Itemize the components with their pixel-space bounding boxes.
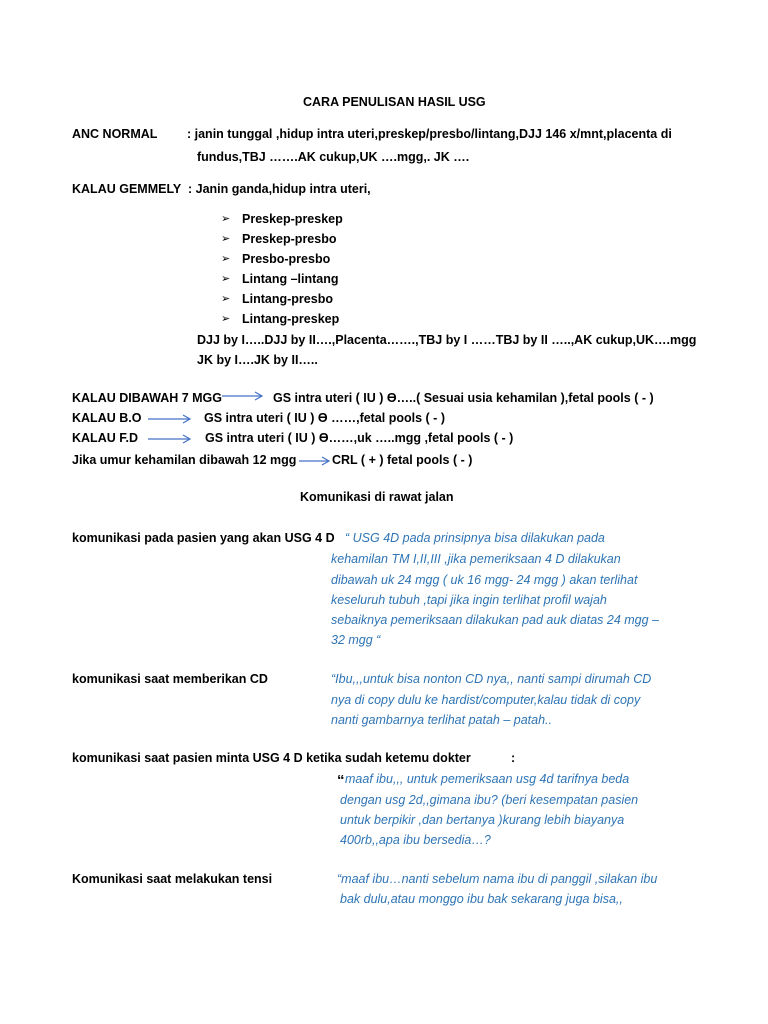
dibawah-7-label: KALAU DIBAWAH 7 MGG xyxy=(72,391,222,405)
anc-normal-line-2: fundus,TBJ …….AK cukup,UK ….mgg,. JK …. xyxy=(197,150,470,164)
quote-line: keseluruh tubuh ,tapi jika ingin terlihat profil wajah xyxy=(331,593,607,607)
jika-text: CRL ( + ) fetal pools ( - ) xyxy=(332,453,473,467)
quote-line: nya di copy dulu ke hardist/computer,kalau tidak di copy xyxy=(331,693,641,707)
right-arrow-icon xyxy=(298,455,332,467)
fd-label: KALAU F.D xyxy=(72,431,138,445)
right-arrow-icon xyxy=(221,390,265,402)
list-item: Lintang-preskep xyxy=(242,312,340,326)
komunikasi-tensi-label: Komunikasi saat melakukan tensi xyxy=(72,872,273,886)
right-arrow-icon xyxy=(147,433,193,445)
quote-line: bak dulu,atau monggo ibu bak sekarang juga bisa,, xyxy=(340,892,623,906)
arrowhead-bullet-icon: ➢ xyxy=(221,253,231,265)
quote-line: dengan usg 2d,,gimana ibu? (beri kesempatan pasien xyxy=(340,793,639,807)
jk-line: JK by I….JK by II….. xyxy=(197,353,318,367)
anc-normal-line-1: : janin tunggal ,hidup intra uteri,preskep/presbo/lintang,DJJ 146 x/mnt,placenta di xyxy=(187,127,672,141)
komunikasi-minta-4d-colon: : xyxy=(511,751,516,765)
open-quote-mark: “ xyxy=(337,772,345,789)
list-item: Preskep-presbo xyxy=(242,232,337,246)
quote-line: “ USG 4D pada prinsipnya bisa dilakukan pada xyxy=(345,531,605,545)
quote-line: sebaiknya pemeriksaan dilakukan pad auk diatas 24 mgg – xyxy=(331,613,659,627)
arrowhead-bullet-icon: ➢ xyxy=(221,313,231,325)
arrowhead-bullet-icon: ➢ xyxy=(221,293,231,305)
komunikasi-minta-4d-label: komunikasi saat pasien minta USG 4 D ketika sudah ketemu dokter xyxy=(72,751,471,765)
komunikasi-cd-label: komunikasi saat memberikan CD xyxy=(72,672,268,686)
fd-text: GS intra uteri ( IU ) ϴ……,uk …..mgg ,fetal pools ( - ) xyxy=(205,431,514,445)
jika-label: Jika umur kehamilan dibawah 12 mgg xyxy=(72,453,297,467)
quote-line: dibawah uk 24 mgg ( uk 16 mgg- 24 mgg ) akan terlihat xyxy=(331,573,638,587)
gemmely-label: KALAU GEMMELY xyxy=(72,182,182,196)
page-title: CARA PENULISAN HASIL USG xyxy=(303,95,486,109)
djj-line: DJJ by I…..DJJ by II….,Placenta…….,TBJ by I ……TBJ by II …..,AK cukup,UK….mgg xyxy=(197,333,697,347)
quote-line: “Ibu,,,untuk bisa nonton CD nya,, nanti sampi dirumah CD xyxy=(331,672,652,686)
anc-normal-label: ANC NORMAL xyxy=(72,127,158,141)
list-item: Preskep-preskep xyxy=(242,212,343,226)
quote-line: untuk berpikir ,dan bertanya )kurang lebih biayanya xyxy=(340,813,625,827)
arrowhead-bullet-icon: ➢ xyxy=(221,233,231,245)
quote-line: “maaf ibu…nanti sebelum nama ibu di panggil ,silakan ibu xyxy=(337,872,658,886)
komunikasi-usg-4d-label: komunikasi pada pasien yang akan USG 4 D xyxy=(72,531,335,545)
arrowhead-bullet-icon: ➢ xyxy=(221,213,231,225)
quote-line: 400rb,,apa ibu bersedia…? xyxy=(340,833,491,847)
quote-line: 32 mgg “ xyxy=(331,633,381,647)
gemmely-text: : Janin ganda,hidup intra uteri, xyxy=(188,182,371,196)
list-item: Lintang –lintang xyxy=(242,272,339,286)
quote-line: nanti gambarnya terlihat patah – patah.. xyxy=(331,713,552,727)
quote-line: kehamilan TM I,II,III ,jika pemeriksaan 4 D dilakukan xyxy=(331,552,621,566)
list-item: Lintang-presbo xyxy=(242,292,333,306)
list-item: Presbo-presbo xyxy=(242,252,331,266)
quote-line: maaf ibu,,, untuk pemeriksaan usg 4d tarifnya beda xyxy=(345,772,630,786)
komunikasi-heading: Komunikasi di rawat jalan xyxy=(300,490,454,504)
dibawah-7-text: GS intra uteri ( IU ) ϴ…..( Sesuai usia kehamilan ),fetal pools ( - ) xyxy=(273,391,654,405)
right-arrow-icon xyxy=(147,413,193,425)
bo-label: KALAU B.O xyxy=(72,411,142,425)
bo-text: GS intra uteri ( IU ) ϴ ……,fetal pools ( - ) xyxy=(204,411,445,425)
arrowhead-bullet-icon: ➢ xyxy=(221,273,231,285)
